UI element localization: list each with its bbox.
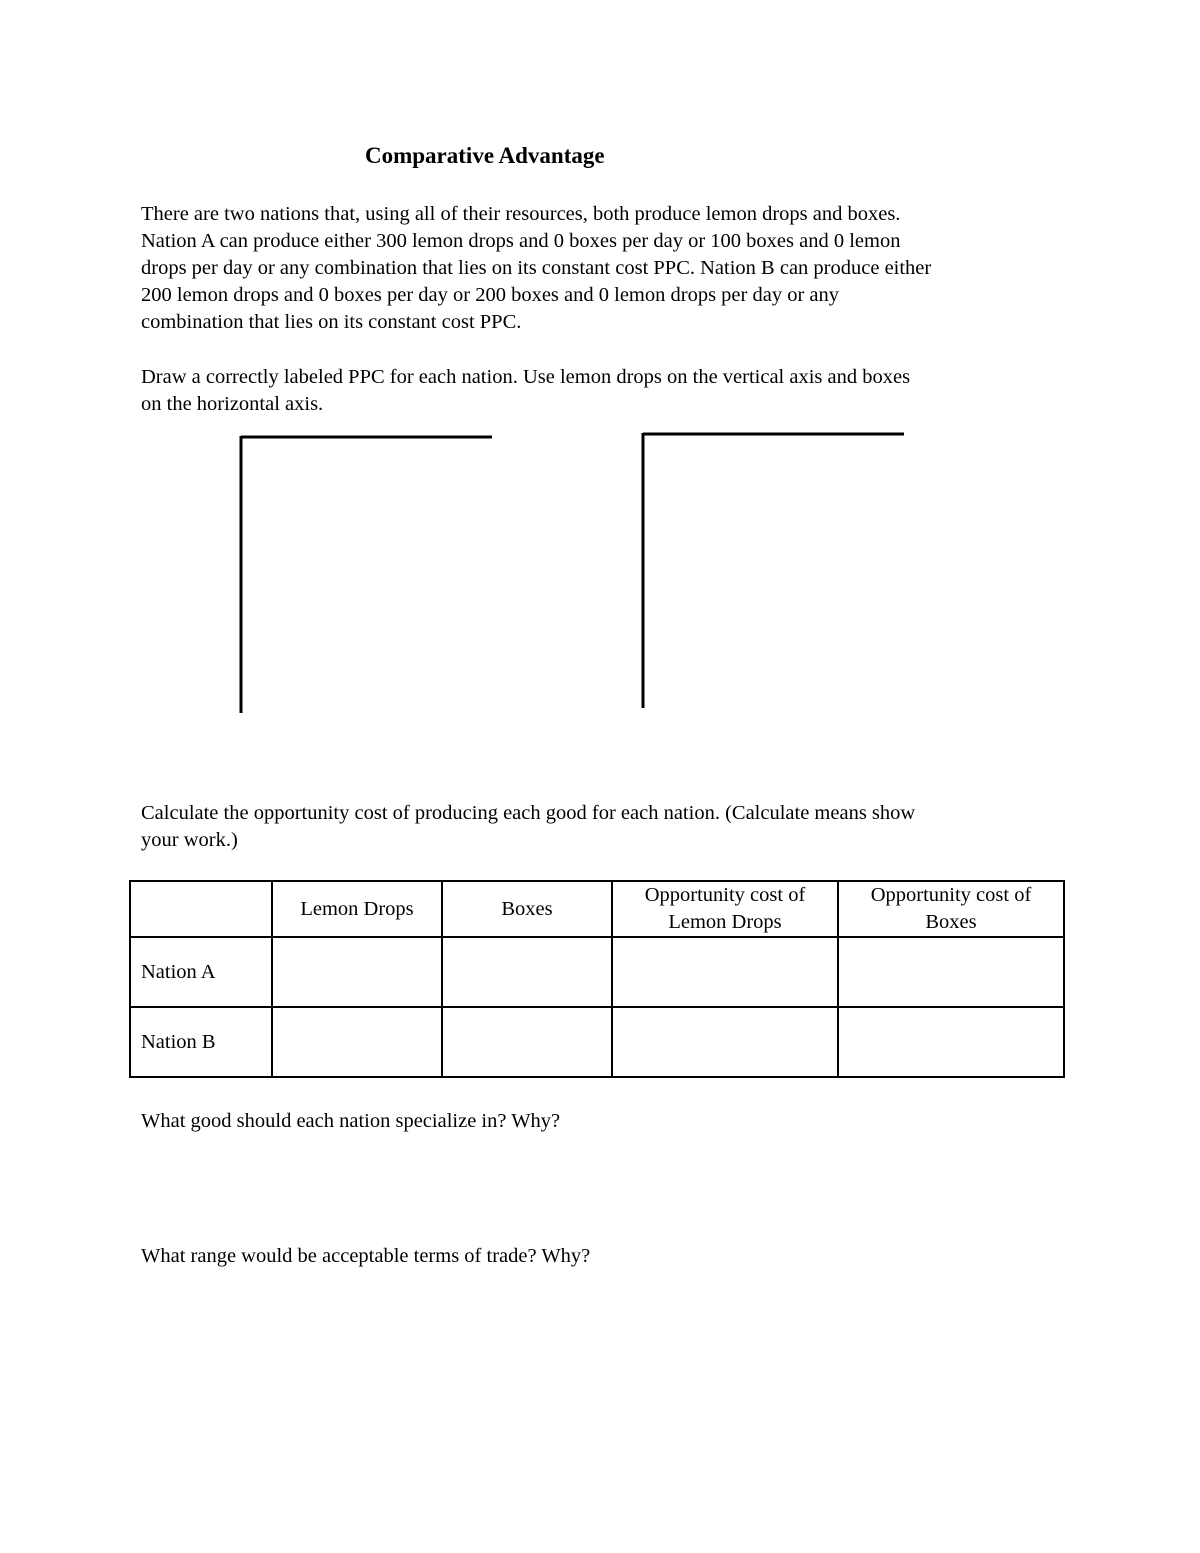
cell-a-oc-lemon-drops[interactable] — [612, 937, 838, 1007]
cell-b-boxes[interactable] — [442, 1007, 612, 1077]
cell-b-oc-lemon-drops[interactable] — [612, 1007, 838, 1077]
page-title: Comparative Advantage — [365, 143, 605, 168]
question-specialize: What good should each nation specialize in? Why? — [141, 1110, 561, 1132]
question-terms-of-trade: What range would be acceptable terms of trade? Why? — [141, 1245, 591, 1267]
table-header-boxes: Boxes — [442, 881, 612, 937]
ppc-axes-nation-a — [239, 434, 492, 713]
cell-a-boxes[interactable] — [442, 937, 612, 1007]
draw-instruction: Draw a correctly labeled PPC for each nation. Use lemon drops on the vertical axis and boxes on the horizontal axis. — [141, 366, 911, 415]
table-header-oc-boxes: Opportunity cost of Boxes — [838, 881, 1064, 937]
table-row — [130, 937, 1064, 1007]
cell-a-lemon-drops[interactable] — [272, 937, 442, 1007]
table-row — [130, 1007, 1064, 1077]
ppc-axes-nation-b — [641, 431, 904, 708]
cell-a-oc-boxes[interactable] — [838, 937, 1064, 1007]
table-header-empty — [130, 881, 272, 937]
row-label-nation-b: Nation B — [130, 1007, 272, 1077]
table-header-row — [130, 881, 1064, 937]
cell-b-lemon-drops[interactable] — [272, 1007, 442, 1077]
table-header-lemon-drops: Lemon Drops — [272, 881, 442, 937]
opportunity-cost-table — [129, 880, 1065, 1078]
table-header-oc-lemon-drops: Opportunity cost of Lemon Drops — [612, 881, 838, 937]
row-label-nation-a: Nation A — [130, 937, 272, 1007]
cell-b-oc-boxes[interactable] — [838, 1007, 1064, 1077]
calc-instruction: Calculate the opportunity cost of producing each good for each nation. (Calculate means show your work.) — [141, 802, 916, 851]
intro-paragraph: There are two nations that, using all of their resources, both produce lemon drops and boxes. Nation A can produce either 300 lemon drops and 0 boxes per day or 100 boxes and 0 lemon drops per day or any combination that lies on its constant cost PPC. Nation B can produce either 200 lemon drops and 0 boxes per day or 200 boxes and 0 lemon drops per day or any combination that lies on its constant cost PPC. — [141, 203, 932, 333]
